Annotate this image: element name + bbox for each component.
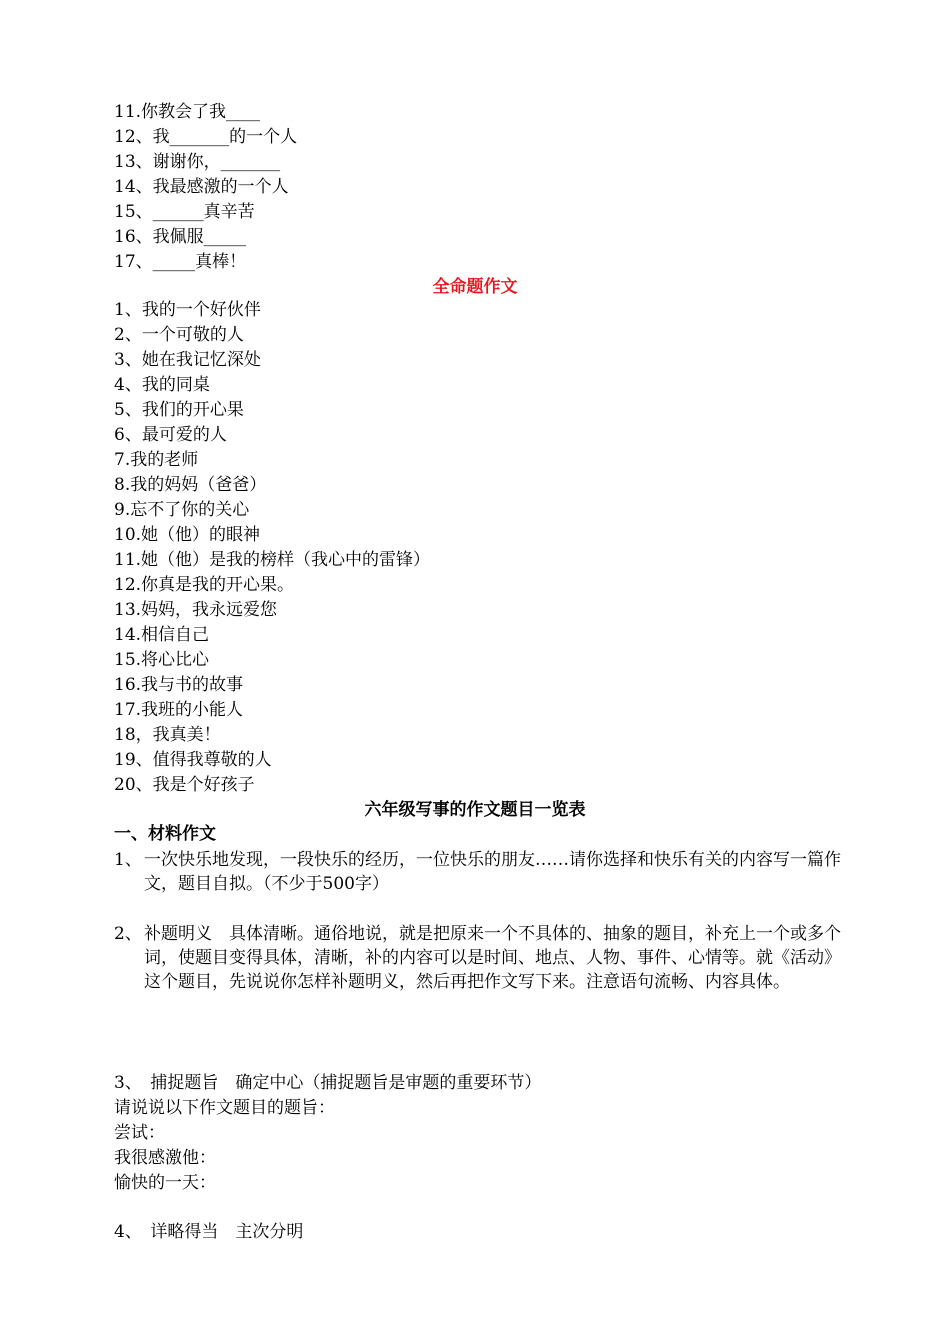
full-title-item: 9.忘不了你的关心 — [114, 500, 250, 520]
full-title-item: 3、她在我记忆深处 — [114, 350, 261, 370]
full-title-item: 18，我真美！ — [114, 725, 221, 745]
full-title-item: 7.我的老师 — [114, 450, 199, 470]
fill-title-17: 17、_____真棒！ — [114, 252, 247, 272]
grade6-heading: 六年级写事的作文题目一览表 — [364, 800, 586, 820]
full-title-item: 5、我们的开心果 — [114, 400, 244, 420]
item-4-line: 4、 详略得当 主次分明 — [114, 1222, 304, 1242]
full-title-item: 12.你真是我的开心果。 — [114, 575, 295, 595]
fill-title-11: 11.你教会了我____ — [114, 102, 261, 122]
fill-title-16: 16、我佩服_____ — [114, 227, 247, 247]
full-title-heading: 全命题作文 — [432, 277, 518, 297]
full-title-item: 6、最可爱的人 — [114, 425, 227, 445]
full-title-item: 13.妈妈，我永远爱您 — [114, 600, 278, 620]
item-1-number: 1、 — [114, 850, 142, 870]
item-3-example: 愉快的一天： — [114, 1173, 216, 1193]
full-title-item: 1、我的一个好伙伴 — [114, 300, 261, 320]
full-title-item: 16.我与书的故事 — [114, 675, 244, 695]
fill-title-14: 14、我最感激的一个人 — [114, 177, 289, 197]
full-title-item: 20、我是个好孩子 — [114, 775, 255, 795]
item-1-text: 一次快乐地发现，一段快乐的经历，一位快乐的朋友……请你选择和快乐有关的内容写一篇作文，题目自拟。（不少于500字） — [144, 850, 841, 894]
item-3-line: 3、 捕捉题旨 确定中心（捕捉题旨是审题的重要环节） — [114, 1073, 542, 1093]
full-title-item: 10.她（他）的眼神 — [114, 525, 261, 545]
item-3-prompt: 请说说以下作文题目的题旨： — [114, 1098, 335, 1118]
full-title-item: 4、我的同桌 — [114, 375, 210, 395]
fill-title-15: 15、______真辛苦 — [114, 202, 255, 222]
full-title-item: 14.相信自己 — [114, 625, 210, 645]
full-title-item: 11.她（他）是我的榜样（我心中的雷锋） — [114, 550, 431, 570]
full-title-item: 17.我班的小能人 — [114, 700, 244, 720]
item-3-example: 尝试： — [114, 1123, 165, 1143]
fill-title-12: 12、我_______的一个人 — [114, 127, 298, 147]
item-2-text: 补题明义 具体清晰。通俗地说，就是把原来一个不具体的、抽象的题目，补充上一个或多个词，使题目变得具体，清晰，补的内容可以是时间、地点、人物、事件、心情等。就《活动》这个题目，先说说你怎样补题明义，然后再把作文写下来。注意语句流畅、内容具体。 — [144, 924, 841, 992]
full-title-item: 2、一个可敬的人 — [114, 325, 244, 345]
fill-title-13: 13、谢谢你，_______ — [114, 152, 281, 172]
full-title-item: 15.将心比心 — [114, 650, 210, 670]
item-2-number: 2、 — [114, 924, 142, 944]
full-title-item: 19、值得我尊敬的人 — [114, 750, 272, 770]
section-heading: 一、材料作文 — [114, 824, 216, 844]
full-title-item: 8.我的妈妈（爸爸） — [114, 475, 267, 495]
item-3-example: 我很感激他： — [114, 1148, 216, 1168]
